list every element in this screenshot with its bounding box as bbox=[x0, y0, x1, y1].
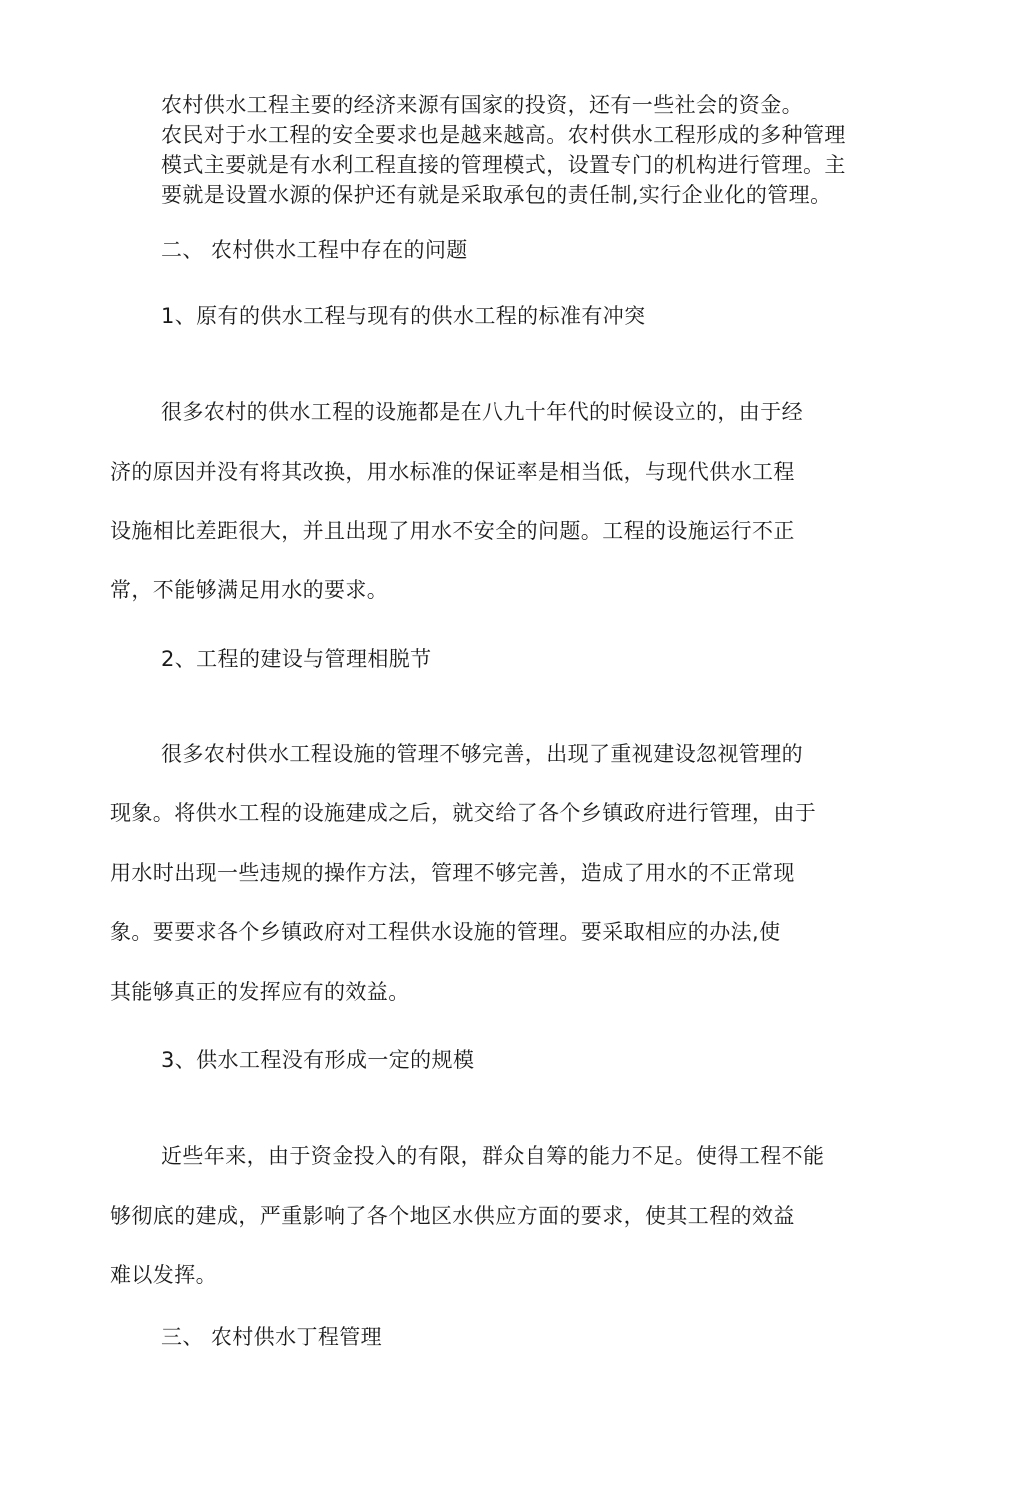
intro-line: 农民对于水工程的安全要求也是越来越高。农村供水工程形成的多种管理 bbox=[161, 123, 846, 147]
section-heading: 三、 农村供水丁程管理 bbox=[161, 1325, 383, 1349]
paragraph-line: 常，不能够满足用水的要求。 bbox=[110, 578, 389, 602]
paragraph-line: 现象。将供水工程的设施建成之后，就交给了各个乡镇政府进行管理，由于 bbox=[110, 801, 817, 825]
paragraph-line: 近些年来，由于资金投入的有限，群众自筹的能力不足。使得工程不能 bbox=[161, 1144, 825, 1168]
subsection-heading: 2、工程的建设与管理相脱节 bbox=[161, 647, 432, 671]
intro-line: 模式主要就是有水利工程直接的管理模式，设置专门的机构进行管理。主 bbox=[161, 153, 846, 177]
paragraph-line: 很多农村的供水工程的设施都是在八九十年代的时候设立的，由于经 bbox=[161, 400, 803, 424]
paragraph-line: 济的原因并没有将其改换，用水标准的保证率是相当低，与现代供水工程 bbox=[110, 460, 795, 484]
paragraph-line: 其能够真正的发挥应有的效益。 bbox=[110, 980, 410, 1004]
paragraph-line: 难以发挥。 bbox=[110, 1263, 217, 1287]
paragraph-line: 设施相比差距很大，并且出现了用水不安全的问题。工程的设施运行不正 bbox=[110, 519, 795, 543]
section-heading: 二、 农村供水工程中存在的问题 bbox=[161, 238, 468, 262]
paragraph-line: 很多农村供水工程设施的管理不够完善，出现了重视建设忽视管理的 bbox=[161, 742, 803, 766]
subsection-heading: 3、供水工程没有形成一定的规模 bbox=[161, 1048, 475, 1072]
paragraph-line: 够彻底的建成，严重影响了各个地区水供应方面的要求，使其工程的效益 bbox=[110, 1204, 795, 1228]
intro-line: 要就是设置水源的保护还有就是采取承包的责任制,实行企业化的管理。 bbox=[161, 183, 832, 207]
subsection-heading: 1、原有的供水工程与现有的供水工程的标准有冲突 bbox=[161, 304, 646, 328]
paragraph-line: 用水时出现一些违规的操作方法，管理不够完善，造成了用水的不正常现 bbox=[110, 861, 795, 885]
paragraph-line: 象。要要求各个乡镇政府对工程供水设施的管理。要采取相应的办法,使 bbox=[110, 920, 781, 944]
intro-line: 农村供水工程主要的经济来源有国家的投资，还有一些社会的资金。 bbox=[161, 93, 803, 117]
